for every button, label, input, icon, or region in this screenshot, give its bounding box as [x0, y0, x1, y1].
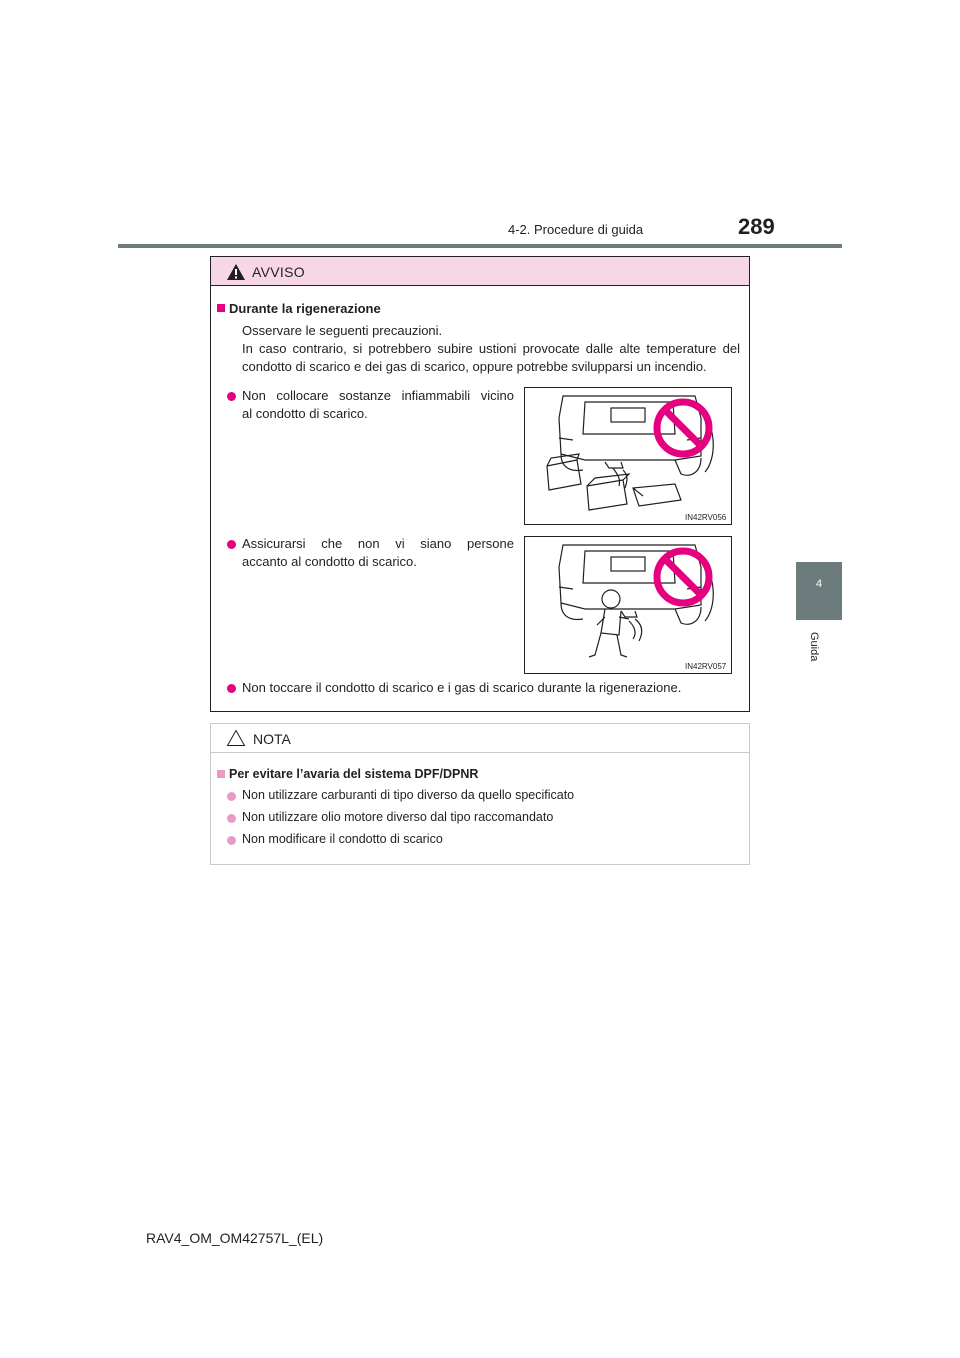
warning-triangle-filled-icon: [226, 263, 246, 281]
car-rear-boxes-illustration: [525, 388, 731, 524]
figure-code: IN42RV057: [685, 662, 727, 671]
note-bullet: [227, 836, 236, 845]
warning-item-text: accanto al condotto di scarico.: [242, 554, 417, 569]
car-rear-person-illustration: [525, 537, 731, 673]
warning-intro-line: In caso contrario, si potrebbero subire ustioni provocate dalle alte temperature del: [242, 341, 740, 356]
warning-item-text: Assicurarsi che non vi siano persone: [242, 536, 514, 551]
warning-heading: Durante la rigenerazione: [229, 301, 381, 316]
note-bullet: [227, 792, 236, 801]
warning-triangle-outline-icon: [226, 729, 246, 747]
warning-bullet: [227, 684, 236, 693]
chapter-tab-label: Guida: [808, 632, 820, 662]
note-item: Non utilizzare carburanti di tipo diverso da quello specificato: [242, 788, 575, 802]
warning-item-text: al condotto di scarico.: [242, 406, 368, 421]
figure-person-near-exhaust: [524, 536, 732, 674]
note-bullet: [227, 814, 236, 823]
heading-square-bullet: [217, 770, 225, 778]
header-rule: [118, 244, 842, 248]
heading-square-bullet: [217, 304, 225, 312]
figure-code: IN42RV056: [685, 513, 727, 522]
document-code: RAV4_OM_OM42757L_(EL): [146, 1230, 324, 1246]
warning-item-text: Non collocare sostanze infiammabili vicino: [242, 388, 514, 403]
warning-intro-line: Osservare le seguenti precauzioni.: [242, 323, 443, 338]
section-title: 4-2. Procedure di guida: [508, 222, 644, 237]
note-title: NOTA: [253, 731, 291, 747]
chapter-tab-number: 4: [815, 578, 823, 590]
note-item: Non modificare il condotto di scarico: [242, 832, 443, 846]
note-header: [211, 724, 749, 753]
note-heading: Per evitare l’avaria del sistema DPF/DPNR: [229, 767, 479, 781]
chapter-tab: [796, 562, 842, 620]
warning-bullet: [227, 392, 236, 401]
warning-item-text: Non toccare il condotto di scarico e i gas di scarico durante la rigenerazione.: [242, 680, 682, 695]
warning-intro-line: condotto di scarico e dei gas di scarico, oppure potrebbe svilupparsi un incendio.: [242, 359, 707, 374]
note-item: Non utilizzare olio motore diverso dal tipo raccomandato: [242, 810, 554, 824]
figure-flammables-near-exhaust: [524, 387, 732, 525]
warning-bullet: [227, 540, 236, 549]
warning-title: AVVISO: [252, 264, 305, 280]
page-number: 289: [738, 214, 775, 239]
